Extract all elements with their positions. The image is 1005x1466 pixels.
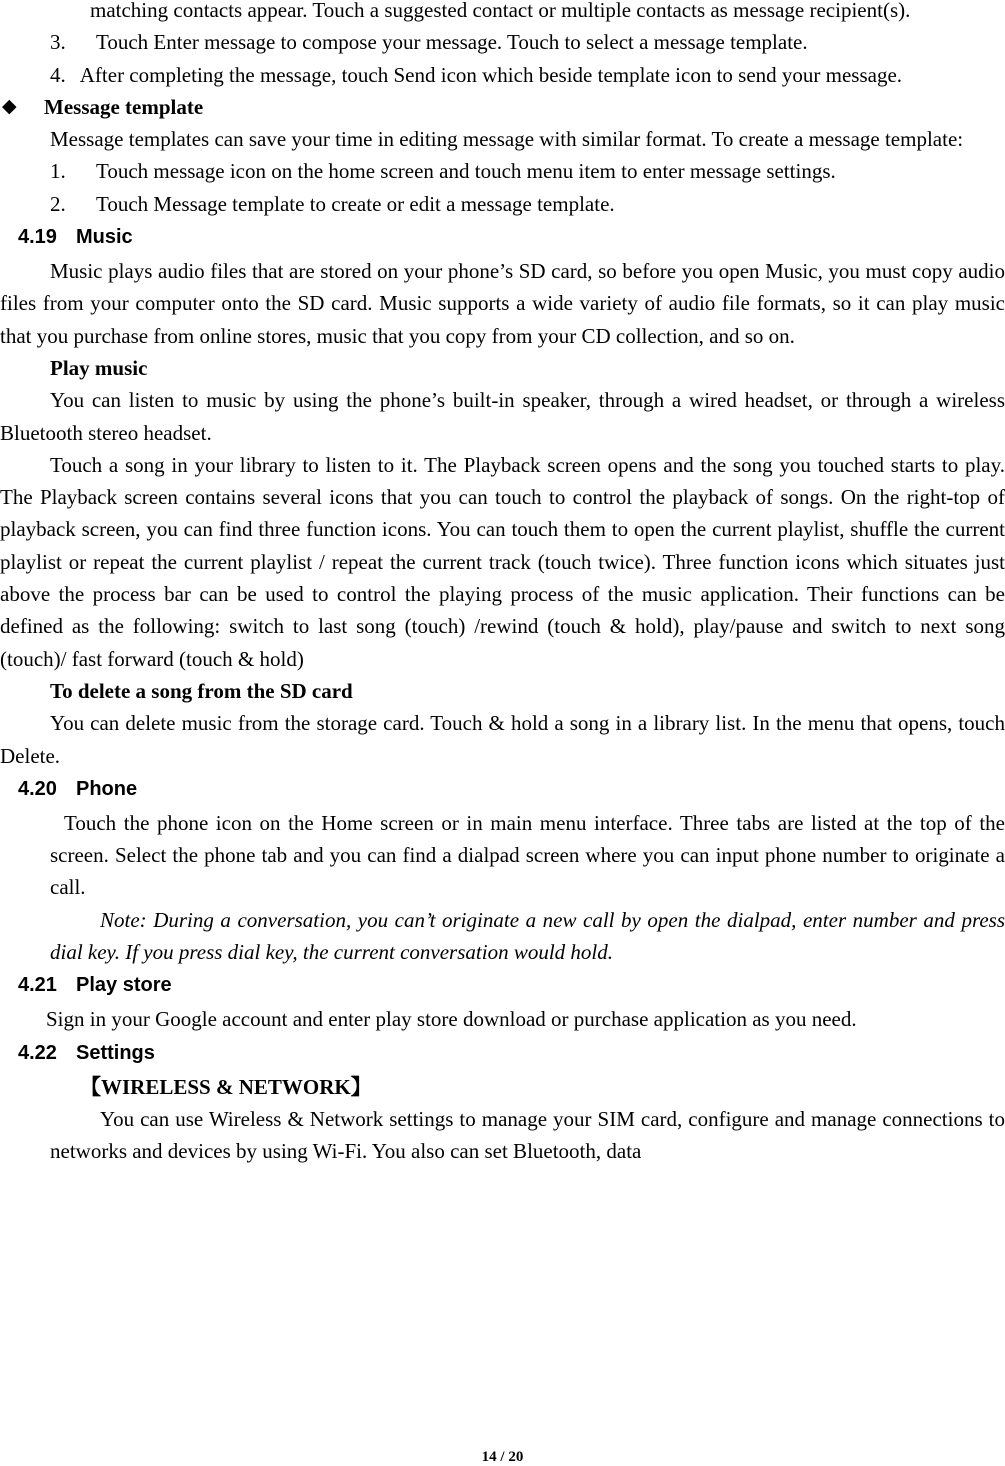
section-title: Play store	[76, 974, 172, 997]
page-number: 14 / 20	[481, 1449, 524, 1465]
list-item	[0, 59, 1005, 91]
section-number: 4.21	[18, 974, 57, 997]
list-number: 2.	[50, 191, 66, 216]
music-paragraph-4: You can delete music from the storage card. Touch & hold a song in a library list. In the menu that opens, touch Delete.	[0, 711, 1005, 768]
list-text: After completing the message, touch Send icon which beside template icon to send your message.	[79, 62, 903, 87]
section-title: Phone	[76, 777, 138, 800]
play-music-heading: Play music	[50, 355, 148, 380]
message-template-heading	[0, 91, 1005, 123]
section-heading-phone	[18, 772, 1005, 807]
list-item	[50, 26, 1005, 58]
intro-continuation: matching contacts appear. Touch a suggested contact or multiple contacts as message recipient(s).	[90, 0, 911, 22]
list-text: Touch message icon on the home screen and touch menu item to enter message settings.	[96, 159, 836, 184]
settings-paragraph: You can use Wireless & Network settings to manage your SIM card, configure and manage connections to networks and devices by using Wi-Fi. You also can set Bluetooth, data	[50, 1106, 1005, 1164]
section-number: 4.20	[18, 777, 57, 800]
wireless-network-heading: 【WIRELESS & NETWORK】	[80, 1074, 372, 1099]
music-paragraph-2: You can listen to music by using the phone’s built-in speaker, through a wired headset, or through a wireless Bluetooth stereo headset.	[0, 388, 1005, 445]
heading-text: Message template	[44, 94, 204, 119]
list-text: Touch Message template to create or edit a message template.	[96, 191, 615, 216]
list-number: 4.	[50, 62, 66, 87]
section-heading-music	[18, 220, 1005, 255]
list-item	[50, 188, 1005, 220]
diamond-bullet-icon: ◆	[2, 95, 17, 117]
section-number: 4.19	[18, 226, 57, 249]
section-heading-play-store	[18, 968, 1005, 1003]
section-heading-settings	[18, 1036, 1005, 1071]
list-number: 1.	[50, 159, 66, 184]
phone-note: Note: During a conversation, you can’t originate a new call by open the dialpad, enter number and press dial key. If you press dial key, the current conversation would hold.	[50, 907, 1005, 965]
message-template-paragraph: Message templates can save your time in editing message with similar format. To create a message template:	[50, 127, 964, 152]
play-store-paragraph: Sign in your Google account and enter play store download or purchase application as you need.	[46, 1007, 857, 1032]
delete-song-heading: To delete a song from the SD card	[50, 678, 353, 703]
section-title: Music	[76, 226, 133, 249]
section-number: 4.22	[18, 1041, 57, 1064]
list-number: 3.	[50, 30, 66, 55]
section-title: Settings	[76, 1041, 155, 1064]
phone-paragraph: Touch the phone icon on the Home screen or in main menu interface. Three tabs are listed at the top of the screen. Select the phone tab and you can find a dialpad screen where you can input phone number to originate a call.	[50, 810, 1005, 900]
music-paragraph-3: Touch a song in your library to listen to it. The Playback screen opens and the song you touched starts to play. The Playback screen contains several icons that you can touch to control the playback of songs. On the right-top of playback screen, you can find three function icons. You can touch them to open the current playlist, shuffle the current playlist or repeat the current playlist / repeat the current track (touch twice). Three function icons which situates just above the process bar can be used to control the playing process of the music application. Their functions can be defined as the following: switch to last song (touch) /rewind (touch & hold), play/pause and switch to next song (touch)/ fast forward (touch & hold)	[0, 452, 1005, 671]
list-text-wrapped	[0, 59, 1005, 91]
list-item	[50, 155, 1005, 187]
music-paragraph-1: Music plays audio files that are stored on your phone’s SD card, so before you open Music, you must copy audio files from your computer onto the SD card. Music supports a wide variety of audio file formats, so it can play music that you purchase from online stores, music that you copy from your CD collection, and so on.	[0, 259, 1005, 348]
list-text: Touch Enter message to compose your message. Touch to select a message template.	[96, 30, 808, 55]
